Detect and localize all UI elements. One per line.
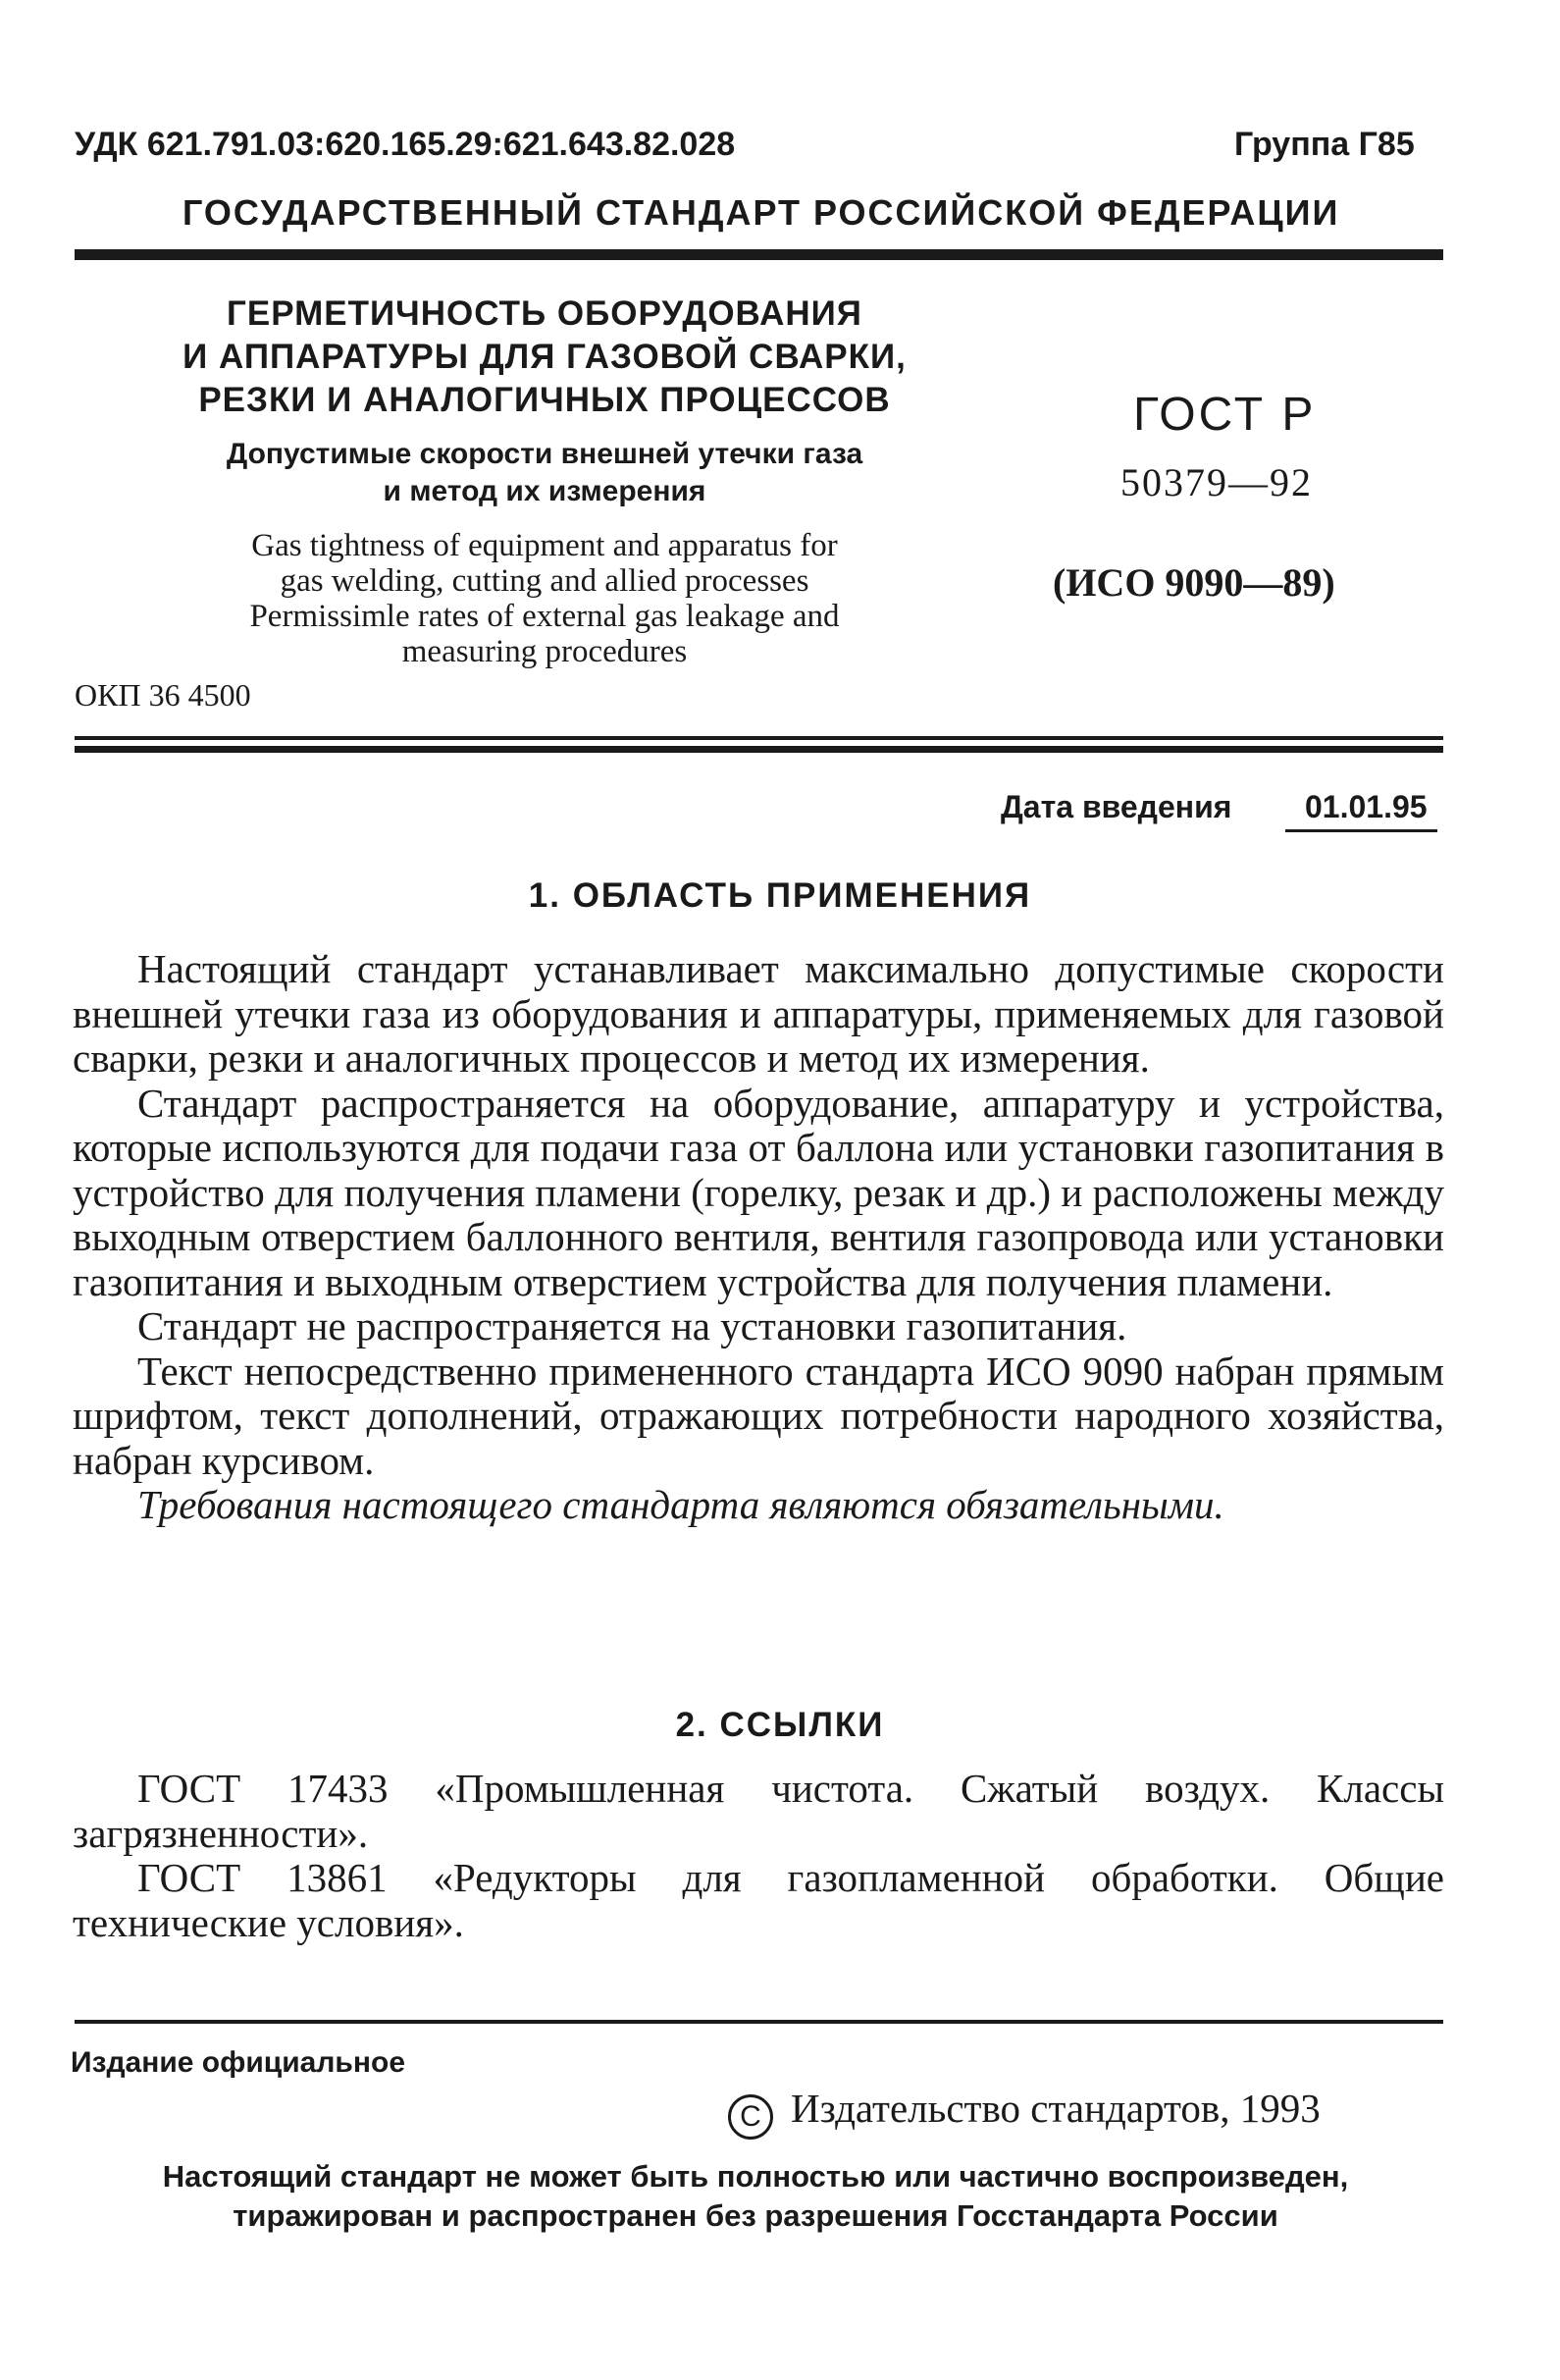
paragraph: Стандарт не распространяется на установки газопитания. — [137, 1303, 1127, 1349]
section-2-body — [73, 1767, 1444, 1945]
paragraph: Текст непосредственно примененного стандарта ИСО 9090 набран прямым шрифтом, текст дополнений, отражающих потребности народного хозяйства, набран курсивом. — [73, 1348, 1444, 1483]
date-label: Дата введения — [1001, 789, 1232, 824]
title-rule-thin — [75, 736, 1443, 740]
subtitle-line-1: Допустимые скорости внешней утечки газа — [226, 438, 863, 470]
iso-reference: (ИСО 9090—89) — [1053, 560, 1335, 605]
english-title-line-4: measuring procedures — [401, 634, 688, 669]
reproduction-notice — [59, 2157, 1452, 2236]
notice-line-2: тиражирован и распространен без разрешения Госстандарта России — [233, 2198, 1278, 2233]
paragraph: Настоящий стандарт устанавливает максимально допустимые скорости внешней утечки газа из оборудования и аппаратуры, применяемых для газовой сварки, резки и аналогичных процессов и метод их измерения. — [73, 946, 1444, 1081]
title-line-1: ГЕРМЕТИЧНОСТЬ ОБОРУДОВАНИЯ — [227, 294, 862, 333]
section-1-title: 1. ОБЛАСТЬ ПРИМЕНЕНИЯ — [528, 876, 1032, 915]
notice-line-1: Настоящий стандарт не может быть полностью или частично воспроизведен, — [162, 2159, 1349, 2194]
title-line-3: РЕЗКИ И АНАЛОГИЧНЫХ ПРОЦЕССОВ — [198, 381, 891, 419]
footer-rule — [75, 2020, 1443, 2024]
gost-designation: ГОСТ Р — [1133, 389, 1317, 441]
reference-item: ГОСТ 13861 «Редукторы для газопламенной обработки. Общие технические условия». — [73, 1855, 1444, 1945]
english-title-line-1: Gas tightness of equipment and apparatus for — [251, 528, 838, 563]
paragraph-mandatory: Требования настоящего стандарта являются обязательными. — [137, 1482, 1224, 1527]
reference-item: ГОСТ 17433 «Промышленная чистота. Сжатый воздух. Классы загрязненности». — [73, 1766, 1444, 1856]
standard-organization: ГОСУДАРСТВЕННЫЙ СТАНДАРТ РОССИЙСКОЙ ФЕДЕРАЦИИ — [182, 192, 1340, 233]
section-1-body — [73, 947, 1444, 1528]
gost-number: 50379—92 — [1120, 460, 1313, 504]
header-rule — [75, 249, 1443, 260]
section-2-title: 2. ССЫЛКИ — [675, 1706, 885, 1744]
date-value: 01.01.95 — [1305, 789, 1428, 824]
date-underline — [1285, 829, 1437, 832]
english-title-line-3: Permissimle rates of external gas leakage and — [249, 599, 840, 634]
title-line-2: И АППАРАТУРЫ ДЛЯ ГАЗОВОЙ СВАРКИ, — [182, 338, 907, 376]
title-block — [118, 292, 971, 669]
subtitle-line-2: и метод их измерения — [383, 475, 706, 507]
title-rule-thick — [75, 746, 1443, 753]
paragraph: Стандарт распространяется на оборудование, аппаратуру и устройства, которые используются для подачи газа от баллона или установки газопитания в устройство для получения пламени (горелку, резак и др.) и расположены между выходным отверстием баллонного вентиля, вентиля газопровода или установки газопитания и выходным отверстием устройства для получения пламени. — [73, 1080, 1444, 1304]
edition-label: Издание официальное — [71, 2046, 406, 2079]
udk-code: УДК 621.791.03:620.165.29:621.643.82.028 — [75, 126, 736, 163]
copyright-text: Издательство стандартов, 1993 — [791, 2086, 1321, 2131]
copyright-line — [728, 2085, 1321, 2140]
okp-code: ОКП 36 4500 — [75, 677, 251, 713]
english-title-line-2: gas welding, cutting and allied processes — [280, 563, 809, 599]
copyright-icon: C — [728, 2094, 773, 2140]
group-code: Группа Г85 — [1234, 126, 1415, 163]
